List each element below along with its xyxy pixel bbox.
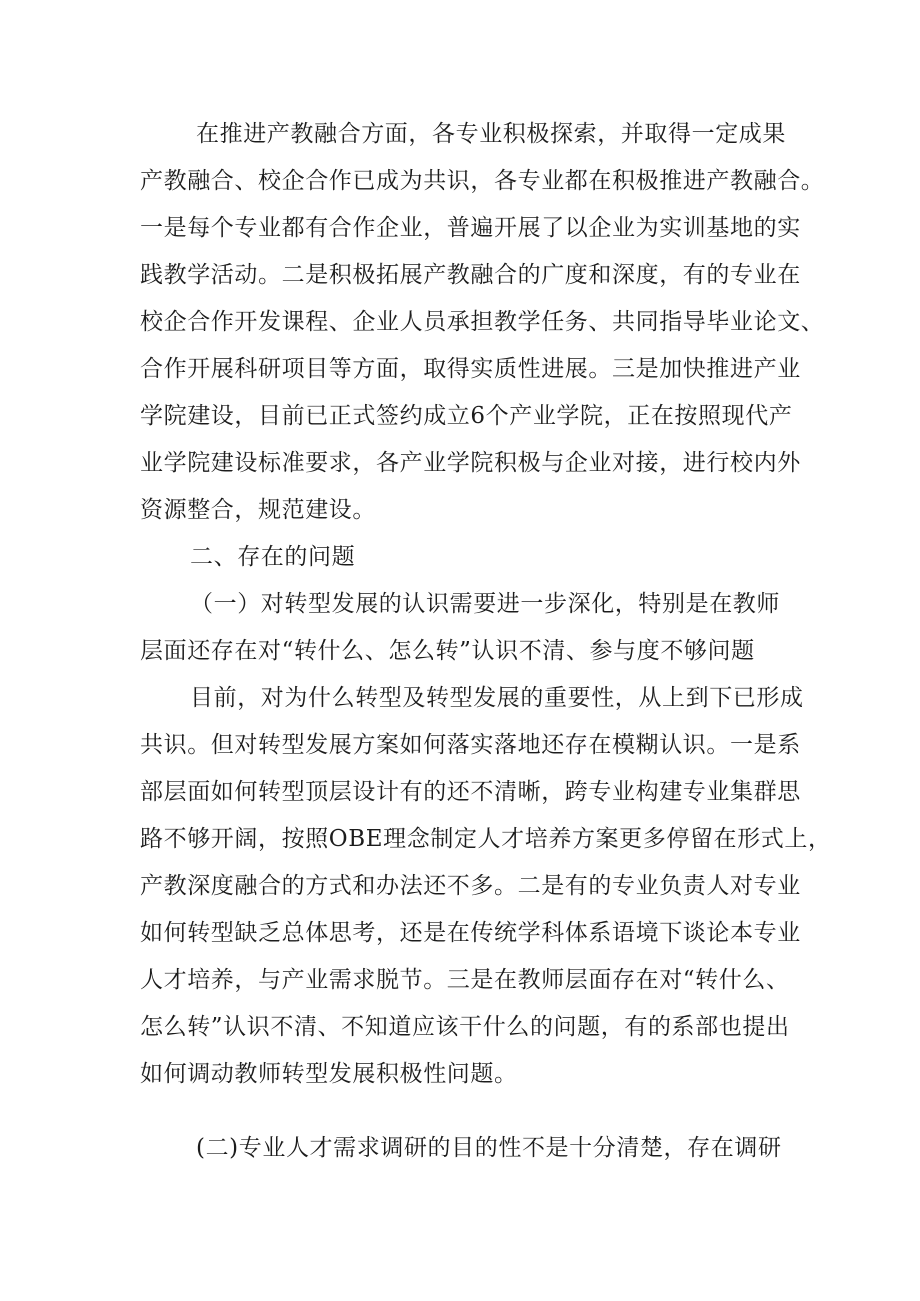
paragraph-2-line-1: 目前，对为什么转型及转型发展的重要性，从上到下已形成 <box>190 685 804 711</box>
paragraph-2-line-2: 共识。但对转型发展方案如何落实落地还存在模糊认识。一是系 <box>140 732 801 758</box>
paragraph-2-line-5: 产教深度融合的方式和办法还不多。二是有的专业负责人对专业 <box>140 873 801 899</box>
subheading-1-line-1: （一）对转型发展的认识需要进一步深化，特别是在教师 <box>190 591 780 617</box>
section-heading: 二、存在的问题 <box>190 544 356 570</box>
paragraph-1-line-6: 合作开展科研项目等方面，取得实质性进展。三是加快推进产业 <box>140 356 801 382</box>
paragraph-2-line-9: 如何调动教师转型发展积极性问题。 <box>140 1061 518 1087</box>
paragraph-1-line-1: 在推进产教融合方面，各专业积极探索，并取得一定成果 <box>196 121 786 147</box>
paragraph-2-line-6: 如何转型缺乏总体思考，还是在传统学科体系语境下谈论本专业 <box>140 920 801 946</box>
paragraph-2-line-7: 人才培养，与产业需求脱节。三是在教师层面存在对“转什么、 <box>140 967 790 993</box>
paragraph-1-line-5: 校企合作开发课程、企业人员承担教学任务、共同指导毕业论文、 <box>140 309 825 335</box>
paragraph-1-line-9: 资源整合，规范建设。 <box>140 497 376 523</box>
paragraph-1-line-3: 一是每个专业都有合作企业，普遍开展了以企业为实训基地的实 <box>140 215 801 241</box>
subheading-1-line-2: 层面还存在对“转什么、怎么转”认识不清、参与度不够问题 <box>140 638 755 664</box>
paragraph-1-line-2: 产教融合、校企合作已成为共识，各专业都在积极推进产教融合。 <box>140 168 825 194</box>
paragraph-2-line-8: 怎么转”认识不清、不知道应该干什么的问题，有的系部也提出 <box>140 1014 790 1040</box>
subheading-2-line-1: (二)专业人才需求调研的目的性不是十分清楚，存在调研 <box>196 1135 782 1161</box>
paragraph-1-line-4: 践教学活动。二是积极拓展产教融合的广度和深度，有的专业在 <box>140 262 801 288</box>
paragraph-1-line-8: 业学院建设标准要求，各产业学院积极与企业对接，进行校内外 <box>140 450 801 476</box>
paragraph-1-line-7: 学院建设，目前已正式签约成立6个产业学院，正在按照现代产 <box>140 403 793 429</box>
paragraph-2-line-3: 部层面如何转型顶层设计有的还不清晰，跨专业构建专业集群思 <box>140 779 801 805</box>
paragraph-2-line-4: 路不够开阔，按照OBE理念制定人才培养方案更多停留在形式上， <box>140 826 832 852</box>
